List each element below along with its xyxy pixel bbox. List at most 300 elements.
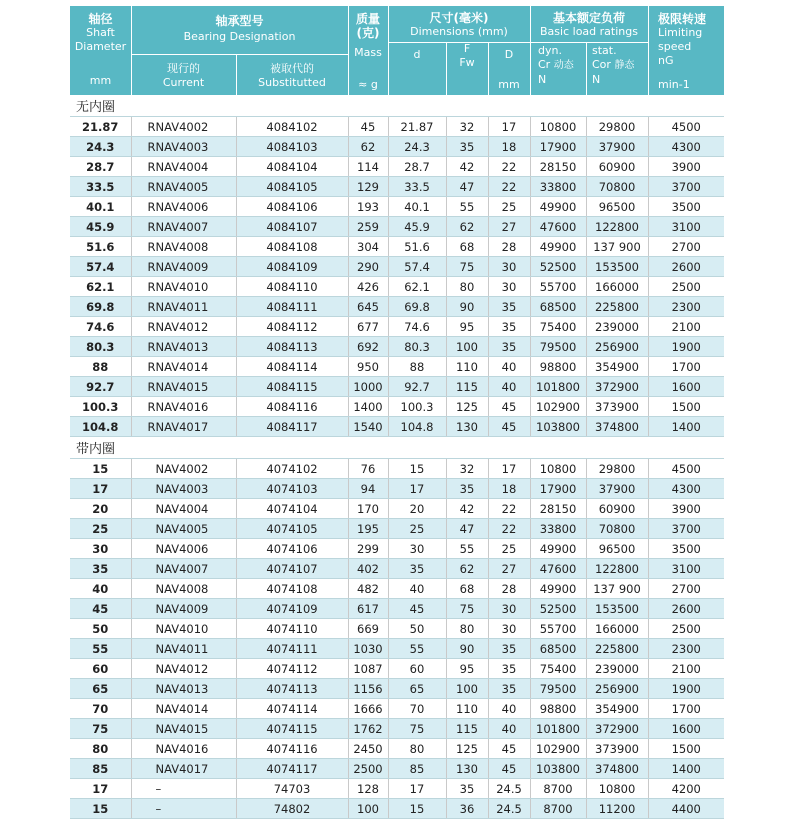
substituted-cell: 4074114 (236, 699, 348, 719)
cor-cell: 256900 (586, 337, 648, 357)
d-cell: 40 (388, 579, 446, 599)
table-row (70, 619, 724, 639)
substituted-cell: 4074115 (236, 719, 348, 739)
substituted-cell: 4084113 (236, 337, 348, 357)
cr-cell: 49900 (530, 237, 586, 257)
speed-cell: 4500 (648, 459, 724, 479)
cor-cell: 225800 (586, 639, 648, 659)
mass-cell: 290 (348, 257, 388, 277)
current-cell: RNAV4009 (131, 257, 236, 277)
substituted-cell: 4084114 (236, 357, 348, 377)
current-cell: NAV4003 (131, 479, 236, 499)
stat-zh: 静态 (614, 60, 635, 71)
substituted-cell: 74703 (236, 779, 348, 799)
designation-zh: 轴承型号 (215, 14, 264, 28)
section-header (70, 95, 724, 117)
current-cell: RNAV4008 (131, 237, 236, 257)
current-cell: RNAV4017 (131, 417, 236, 437)
shaft-cell: 40 (70, 579, 131, 599)
table-row (70, 257, 724, 277)
fw-cell: 95 (446, 317, 488, 337)
mass-cell: 100 (348, 799, 388, 819)
mass-cell: 76 (348, 459, 388, 479)
D-cell: 30 (488, 257, 530, 277)
fw-cell: 100 (446, 337, 488, 357)
fw-cell: 47 (446, 519, 488, 539)
shaft-unit: mm (89, 74, 112, 87)
substituted-cell: 4074113 (236, 679, 348, 699)
current-zh: 现行的 (167, 62, 200, 75)
D-cell: 18 (488, 137, 530, 157)
shaft-cell: 28.7 (70, 157, 131, 177)
speed-cell: 1500 (648, 739, 724, 759)
cr-cell: 98800 (530, 357, 586, 377)
substituted-cell: 4074107 (236, 559, 348, 579)
table-row (70, 479, 724, 499)
cr-cell: 8700 (530, 779, 586, 799)
cr-cell: 68500 (530, 297, 586, 317)
fw-cell: 110 (446, 699, 488, 719)
current-cell: NAV4017 (131, 759, 236, 779)
current-cell: NAV4005 (131, 519, 236, 539)
substituted-cell: 4074112 (236, 659, 348, 679)
speed-cell: 2600 (648, 599, 724, 619)
designation-en: Bearing Designation (183, 30, 296, 43)
shaft-cell: 15 (70, 799, 131, 819)
speed-cell: 2500 (648, 277, 724, 297)
mass-cell: 692 (348, 337, 388, 357)
D-cell: 24.5 (488, 799, 530, 819)
current-cell: RNAV4013 (131, 337, 236, 357)
mass-cell: 62 (348, 137, 388, 157)
fw-cell: 115 (446, 719, 488, 739)
current-cell: RNAV4012 (131, 317, 236, 337)
d-cell: 17 (388, 479, 446, 499)
d-cell: 17 (388, 779, 446, 799)
stat-header (586, 44, 654, 87)
cr-cell: 103800 (530, 759, 586, 779)
table-row (70, 417, 724, 437)
shaft-cell: 35 (70, 559, 131, 579)
mass-cell: 617 (348, 599, 388, 619)
substituted-en: Substitutted (258, 76, 326, 89)
substituted-cell: 4084117 (236, 417, 348, 437)
d-cell: 51.6 (388, 237, 446, 257)
cr-cell: 103800 (530, 417, 586, 437)
mass-cell: 1156 (348, 679, 388, 699)
table-row (70, 499, 724, 519)
cr-cell: 49900 (530, 579, 586, 599)
shaft-cell: 25 (70, 519, 131, 539)
cor-cell: 11200 (586, 799, 648, 819)
D-cell: 35 (488, 639, 530, 659)
stat-label: stat. (592, 44, 617, 57)
shaft-cell: 21.87 (70, 117, 131, 137)
current-cell: NAV4013 (131, 679, 236, 699)
speed-cell: 2100 (648, 317, 724, 337)
current-cell: NAV4009 (131, 599, 236, 619)
cr-cell: 75400 (530, 659, 586, 679)
D-cell: 27 (488, 217, 530, 237)
D-cell: 40 (488, 377, 530, 397)
cr-cell: 98800 (530, 699, 586, 719)
fw-cell: 35 (446, 137, 488, 157)
dim-unit: mm (498, 78, 520, 91)
shaft-header (70, 12, 131, 54)
fw-cell: 62 (446, 559, 488, 579)
table-row (70, 117, 724, 137)
cr-cell: 79500 (530, 337, 586, 357)
cor-cell: 373900 (586, 739, 648, 759)
current-cell: RNAV4015 (131, 377, 236, 397)
mass-cell: 1087 (348, 659, 388, 679)
D-cell: 30 (488, 277, 530, 297)
D-cell: 25 (488, 539, 530, 559)
mass-cell: 1030 (348, 639, 388, 659)
cor-cell: 374800 (586, 759, 648, 779)
load-en: Basic load ratings (540, 25, 638, 38)
substituted-cell: 4084104 (236, 157, 348, 177)
shaft-zh: 轴径 (88, 12, 113, 26)
fw-cell: 35 (446, 479, 488, 499)
section-header (70, 437, 724, 459)
cr-cell: 55700 (530, 277, 586, 297)
table-row (70, 357, 724, 377)
D-cell: 40 (488, 699, 530, 719)
d-cell: 57.4 (388, 257, 446, 277)
current-header (131, 62, 236, 90)
cr-cell: 52500 (530, 257, 586, 277)
D-cell: 35 (488, 679, 530, 699)
shaft-cell: 17 (70, 779, 131, 799)
table-row (70, 699, 724, 719)
speed-cell: 3900 (648, 157, 724, 177)
mass-cell: 677 (348, 317, 388, 337)
cr-cell: 10800 (530, 117, 586, 137)
table-row (70, 317, 724, 337)
d-cell: 74.6 (388, 317, 446, 337)
cor-cell: 70800 (586, 177, 648, 197)
fw-cell: 35 (446, 779, 488, 799)
mass-cell: 426 (348, 277, 388, 297)
shaft-cell: 92.7 (70, 377, 131, 397)
current-en: Current (162, 76, 205, 89)
dyn-zh: 动态 (553, 60, 574, 71)
current-cell: NAV4007 (131, 559, 236, 579)
D-cell: 35 (488, 337, 530, 357)
speed-cell: 1900 (648, 337, 724, 357)
mass-en: Mass (354, 46, 382, 59)
substituted-cell: 4074109 (236, 599, 348, 619)
table-row (70, 579, 724, 599)
D-cell: 27 (488, 559, 530, 579)
cr-cell: 101800 (530, 377, 586, 397)
d-cell: 50 (388, 619, 446, 639)
substituted-cell: 4084105 (236, 177, 348, 197)
cr-cell: 8700 (530, 799, 586, 819)
d-cell: 65 (388, 679, 446, 699)
table-row (70, 519, 724, 539)
speed-cell: 3100 (648, 559, 724, 579)
dimensions-header (388, 11, 530, 39)
fw-cell: 32 (446, 117, 488, 137)
D-cell: 30 (488, 599, 530, 619)
mass-cell: 129 (348, 177, 388, 197)
shaft-cell: 100.3 (70, 397, 131, 417)
substituted-cell: 4074108 (236, 579, 348, 599)
D-cell: 40 (488, 719, 530, 739)
d-cell: 40.1 (388, 197, 446, 217)
current-cell: RNAV4010 (131, 277, 236, 297)
d-cell: 35 (388, 559, 446, 579)
speed-cell: 4500 (648, 117, 724, 137)
dyn-unit: N (538, 73, 547, 86)
substituted-cell: 4074117 (236, 759, 348, 779)
mass-cell: 94 (348, 479, 388, 499)
cor-cell: 354900 (586, 357, 648, 377)
speed-cell: 3500 (648, 197, 724, 217)
cr-cell: 28150 (530, 499, 586, 519)
table-row (70, 157, 724, 177)
cr-cell: 47600 (530, 559, 586, 579)
dim-Fw: Fw (459, 56, 475, 69)
table-header (70, 6, 724, 95)
D-cell: 24.5 (488, 779, 530, 799)
cr-cell: 68500 (530, 639, 586, 659)
current-cell: RNAV4014 (131, 357, 236, 377)
current-cell: NAV4015 (131, 719, 236, 739)
speed-zh: 极限转速 (658, 12, 707, 26)
D-cell: 35 (488, 317, 530, 337)
d-cell: 104.8 (388, 417, 446, 437)
d-cell: 69.8 (388, 297, 446, 317)
substituted-cell: 4074106 (236, 539, 348, 559)
section-title: 带内圈 (70, 437, 724, 459)
shaft-cell: 45 (70, 599, 131, 619)
shaft-cell: 62.1 (70, 277, 131, 297)
table-row (70, 277, 724, 297)
cor-cell: 137 900 (586, 237, 648, 257)
substituted-cell: 4084106 (236, 197, 348, 217)
table-row (70, 679, 724, 699)
current-cell: RNAV4016 (131, 397, 236, 417)
table-row (70, 137, 724, 157)
current-cell: NAV4012 (131, 659, 236, 679)
speed-cell: 1600 (648, 719, 724, 739)
fw-cell: 95 (446, 659, 488, 679)
cr-cell: 17900 (530, 137, 586, 157)
substituted-cell: 4084110 (236, 277, 348, 297)
D-cell: 17 (488, 117, 530, 137)
mass-cell: 2500 (348, 759, 388, 779)
mass-cell: 950 (348, 357, 388, 377)
speed-sym: nG (658, 54, 674, 67)
fw-cell: 36 (446, 799, 488, 819)
d-cell: 62.1 (388, 277, 446, 297)
d-cell: 24.3 (388, 137, 446, 157)
dimensions-en: Dimensions (mm) (410, 25, 508, 38)
D-cell: 40 (488, 357, 530, 377)
speed-cell: 4300 (648, 137, 724, 157)
table-row (70, 759, 724, 779)
substituted-cell: 74802 (236, 799, 348, 819)
cor-cell: 372900 (586, 377, 648, 397)
cor-cell: 153500 (586, 257, 648, 277)
cor-cell: 256900 (586, 679, 648, 699)
d-cell: 60 (388, 659, 446, 679)
stat-sym: Cor 静态 (592, 58, 635, 71)
substituted-cell: 4074110 (236, 619, 348, 639)
d-cell: 21.87 (388, 117, 446, 137)
fw-cell: 80 (446, 277, 488, 297)
speed-cell: 1700 (648, 699, 724, 719)
speed-cell: 2300 (648, 639, 724, 659)
speed-cell: 2700 (648, 579, 724, 599)
speed-cell: 1400 (648, 417, 724, 437)
cor-cell: 153500 (586, 599, 648, 619)
mass-cell: 1000 (348, 377, 388, 397)
mass-cell: 299 (348, 539, 388, 559)
mass-cell: 259 (348, 217, 388, 237)
load-zh: 基本额定负荷 (552, 11, 625, 25)
speed-en2: speed (658, 40, 692, 53)
speed-cell: 4200 (648, 779, 724, 799)
shaft-cell: 104.8 (70, 417, 131, 437)
shaft-cell: 51.6 (70, 237, 131, 257)
table-row (70, 719, 724, 739)
fw-cell: 32 (446, 459, 488, 479)
d-cell: 55 (388, 639, 446, 659)
d-cell: 33.5 (388, 177, 446, 197)
cor-cell: 96500 (586, 539, 648, 559)
speed-cell: 2500 (648, 619, 724, 639)
D-cell: 22 (488, 157, 530, 177)
speed-cell: 1500 (648, 397, 724, 417)
d-cell: 70 (388, 699, 446, 719)
d-cell: 15 (388, 799, 446, 819)
speed-cell: 1900 (648, 679, 724, 699)
shaft-cell: 69.8 (70, 297, 131, 317)
substituted-cell: 4074102 (236, 459, 348, 479)
table-row (70, 197, 724, 217)
cor-cell: 372900 (586, 719, 648, 739)
speed-cell: 2100 (648, 659, 724, 679)
mass-cell: 1666 (348, 699, 388, 719)
cor-cell: 354900 (586, 699, 648, 719)
shaft-cell: 74.6 (70, 317, 131, 337)
cr-cell: 17900 (530, 479, 586, 499)
shaft-cell: 50 (70, 619, 131, 639)
fw-cell: 47 (446, 177, 488, 197)
D-cell: 45 (488, 417, 530, 437)
D-cell: 28 (488, 579, 530, 599)
speed-cell: 2300 (648, 297, 724, 317)
cr-cell: 52500 (530, 599, 586, 619)
d-cell: 85 (388, 759, 446, 779)
mass-cell: 128 (348, 779, 388, 799)
dim-F-label (446, 42, 488, 70)
fw-cell: 125 (446, 397, 488, 417)
substituted-cell: 4084103 (236, 137, 348, 157)
substituted-cell: 4084116 (236, 397, 348, 417)
substituted-zh: 被取代的 (270, 62, 314, 75)
shaft-cell: 75 (70, 719, 131, 739)
cr-cell: 33800 (530, 519, 586, 539)
cr-cell: 10800 (530, 459, 586, 479)
cor-cell: 10800 (586, 779, 648, 799)
speed-header (648, 12, 734, 68)
d-cell: 80.3 (388, 337, 446, 357)
substituted-cell: 4074111 (236, 639, 348, 659)
D-cell: 35 (488, 659, 530, 679)
dimensions-zh: 尺寸(毫米) (429, 11, 489, 25)
fw-cell: 100 (446, 679, 488, 699)
d-cell: 25 (388, 519, 446, 539)
d-cell: 100.3 (388, 397, 446, 417)
shaft-cell: 20 (70, 499, 131, 519)
cr-cell: 49900 (530, 539, 586, 559)
substituted-cell: 4084102 (236, 117, 348, 137)
cor-cell: 374800 (586, 417, 648, 437)
shaft-cell: 15 (70, 459, 131, 479)
data-table (70, 95, 724, 819)
mass-cell: 669 (348, 619, 388, 639)
fw-cell: 68 (446, 579, 488, 599)
mass-cell: 193 (348, 197, 388, 217)
cor-cell: 70800 (586, 519, 648, 539)
table-row (70, 559, 724, 579)
D-cell: 45 (488, 739, 530, 759)
cor-cell: 137 900 (586, 579, 648, 599)
speed-cell: 4300 (648, 479, 724, 499)
speed-cell: 1700 (648, 357, 724, 377)
shaft-cell: 55 (70, 639, 131, 659)
dyn-header (530, 44, 594, 87)
speed-cell: 3100 (648, 217, 724, 237)
d-cell: 88 (388, 357, 446, 377)
dyn-sym: Cr 动态 (538, 58, 574, 71)
section-title: 无内圈 (70, 95, 724, 117)
D-cell: 17 (488, 459, 530, 479)
shaft-en2: Diameter (74, 40, 127, 53)
D-cell: 25 (488, 197, 530, 217)
cor-cell: 166000 (586, 619, 648, 639)
fw-cell: 55 (446, 197, 488, 217)
table-row (70, 639, 724, 659)
load-header (530, 11, 648, 39)
shaft-cell: 33.5 (70, 177, 131, 197)
current-cell: NAV4011 (131, 639, 236, 659)
mass-zh1: 质量 (355, 12, 380, 26)
table-row (70, 237, 724, 257)
current-cell: RNAV4006 (131, 197, 236, 217)
cr-cell: 33800 (530, 177, 586, 197)
D-cell: 22 (488, 177, 530, 197)
substituted-cell: 4084108 (236, 237, 348, 257)
D-cell: 28 (488, 237, 530, 257)
speed-cell: 1600 (648, 377, 724, 397)
mass-cell: 45 (348, 117, 388, 137)
shaft-cell: 45.9 (70, 217, 131, 237)
speed-cell: 1400 (648, 759, 724, 779)
fw-cell: 125 (446, 739, 488, 759)
cor-cell: 166000 (586, 277, 648, 297)
mass-cell: 2450 (348, 739, 388, 759)
dim-d-label: d (413, 48, 421, 61)
current-cell: – (131, 799, 236, 819)
current-cell: NAV4014 (131, 699, 236, 719)
substituted-cell: 4074105 (236, 519, 348, 539)
